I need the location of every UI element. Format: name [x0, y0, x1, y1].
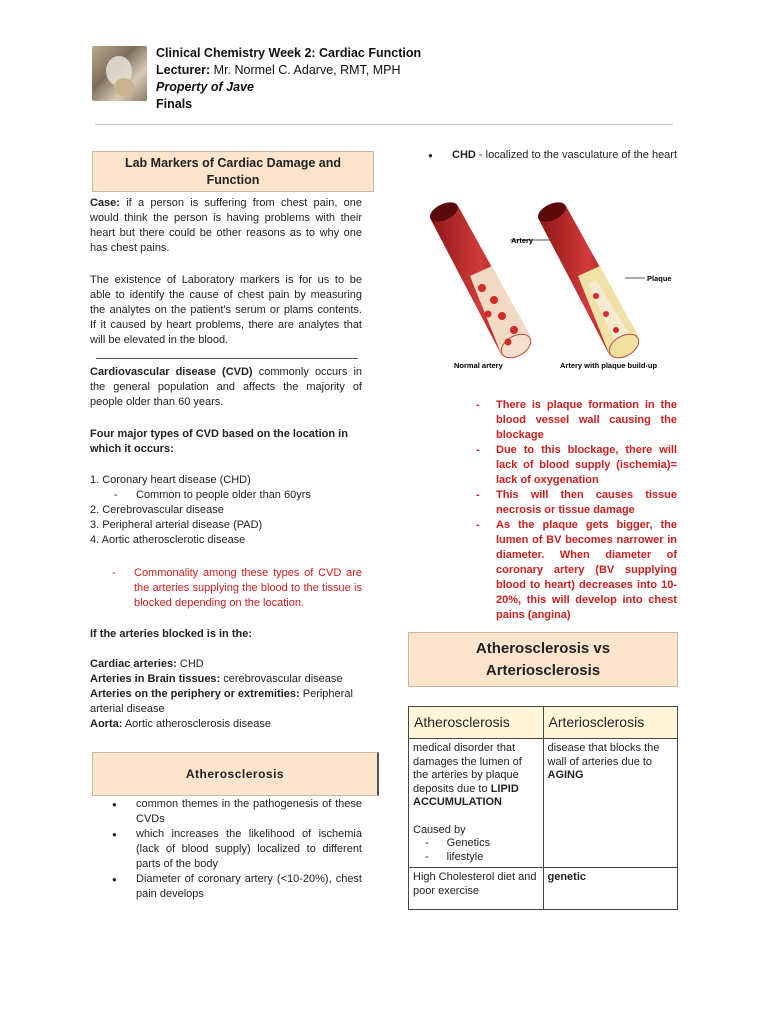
section-heading-comparison: Atherosclerosis vs Arteriosclerosis: [408, 632, 678, 687]
case-label: Case:: [90, 197, 120, 209]
term-line: Finals: [156, 97, 193, 111]
comparison-table: [408, 706, 678, 910]
consequence-item: - This will then causes tissue necrosis or tissue damage: [472, 488, 677, 518]
document-header: [156, 45, 421, 113]
table-header-atherosclerosis: Atherosclerosis: [409, 707, 544, 739]
lecturer-name: Mr. Normel C. Adarve, RMT, MPH: [213, 63, 401, 77]
case-paragraph: Case: if a person is suffering from chest pain, one would think the person is having problems with their heart but there could be other reasons as to why one has chest pains.: [90, 197, 362, 254]
cvd-paragraph: Cardiovascular disease (CVD) commonly occurs in the general population and affects the majority of people older than 60 years.: [90, 366, 363, 408]
header-divider: [95, 124, 673, 125]
profile-photo: [92, 46, 147, 101]
normal-artery-caption: Normal artery: [454, 361, 503, 370]
four-types-heading: Four major types of CVD based on the location in which it occurs:: [90, 428, 348, 455]
location-periphery: Arteries on the periphery or extremities: Peripheral arterial disease: [90, 688, 353, 715]
bullet-item: ● which increases the likelihood of ischemia (lack of blood supply) localized to different parts of the body: [90, 827, 362, 872]
section-heading-atherosclerosis: Atherosclerosis: [92, 752, 379, 796]
type-item: 2. Cerebrovascular disease: [90, 504, 224, 516]
blocked-heading: If the arteries blocked is in the:: [90, 628, 252, 640]
chd-label: CHD: [452, 149, 476, 161]
table-cell: genetic: [543, 868, 678, 910]
cvd-types-list: [90, 473, 362, 548]
consequence-item: - Due to this blockage, there will lack of blood supply (ischemia)= lack of oxygenation: [472, 443, 677, 488]
consequence-item: - There is plaque formation in the blood vessel wall causing the blockage: [472, 398, 677, 443]
table-cell: High Cholesterol diet and poor exercise: [409, 868, 544, 910]
type-item: 4. Aortic atherosclerotic disease: [90, 534, 246, 546]
lecturer-label: Lecturer:: [156, 63, 211, 77]
chd-bullet: ● CHD - localized to the vasculature of the heart: [428, 149, 678, 161]
bullet-item: ● common themes in the pathogenesis of these CVDs: [90, 797, 362, 827]
artery-label: Artery: [511, 236, 534, 245]
section-heading-lab-markers: Lab Markers of Cardiac Damage and Function: [92, 151, 374, 192]
plaque-artery-shape: [535, 198, 643, 362]
property-line: Property of Jave: [156, 80, 254, 94]
plaque-artery-caption: Artery with plaque build-up: [560, 361, 658, 370]
location-cardiac: Cardiac arteries: CHD: [90, 658, 204, 670]
atherosclerosis-bullets: [90, 797, 362, 902]
type-item: 1. Coronary heart disease (CHD): [90, 474, 251, 486]
type-item: 3. Peripheral arterial disease (PAD): [90, 519, 263, 531]
doc-title: Clinical Chemistry Week 2: Cardiac Function: [156, 46, 422, 60]
table-cell: medical disorder that damages the lumen of the arteries by plaque deposits due to LIPID ACCUMULATION Caused by - Genetics - lifestyle: [409, 739, 544, 868]
normal-artery-shape: [427, 198, 535, 362]
consequence-item: - As the plaque gets bigger, the lumen of BV becomes narrower in diameter. When diameter of coronary artery (BV supplying blood to heart) decreases into 10-20%, this will develop into chest pains (angina): [472, 518, 677, 623]
table-row: [409, 739, 678, 868]
location-aorta: Aorta: Aortic atherosclerosis disease: [90, 718, 271, 730]
cvd-label: Cardiovascular disease (CVD): [90, 366, 253, 378]
table-header-arteriosclerosis: Arteriosclerosis: [543, 707, 678, 739]
location-brain: Arteries in Brain tissues: cerebrovascular disease: [90, 673, 343, 685]
plaque-consequence-list: [472, 398, 677, 623]
type-subitem: - Common to people older than 60yrs: [114, 489, 311, 501]
commonality-note: - Commonality among these types of CVD are the arteries supplying the blood to the tissue is blocked depending on the location.: [112, 567, 362, 609]
bullet-item: ● Diameter of coronary artery (<10-20%), chest pain develops: [90, 872, 362, 902]
location-list: [90, 657, 362, 732]
artery-illustration: [410, 196, 682, 384]
existence-paragraph: The existence of Laboratory markers is for us to be able to identify the cause of chest pain by measuring the analytes on the patient's serum or plams contents. If it caused by heart problems, there are analytes that will be elevated in the blood.: [90, 274, 362, 346]
table-row: [409, 868, 678, 910]
divider: [96, 358, 358, 359]
table-cell: disease that blocks the wall of arteries due to AGING: [543, 739, 678, 868]
plaque-label: Plaque: [647, 274, 672, 283]
